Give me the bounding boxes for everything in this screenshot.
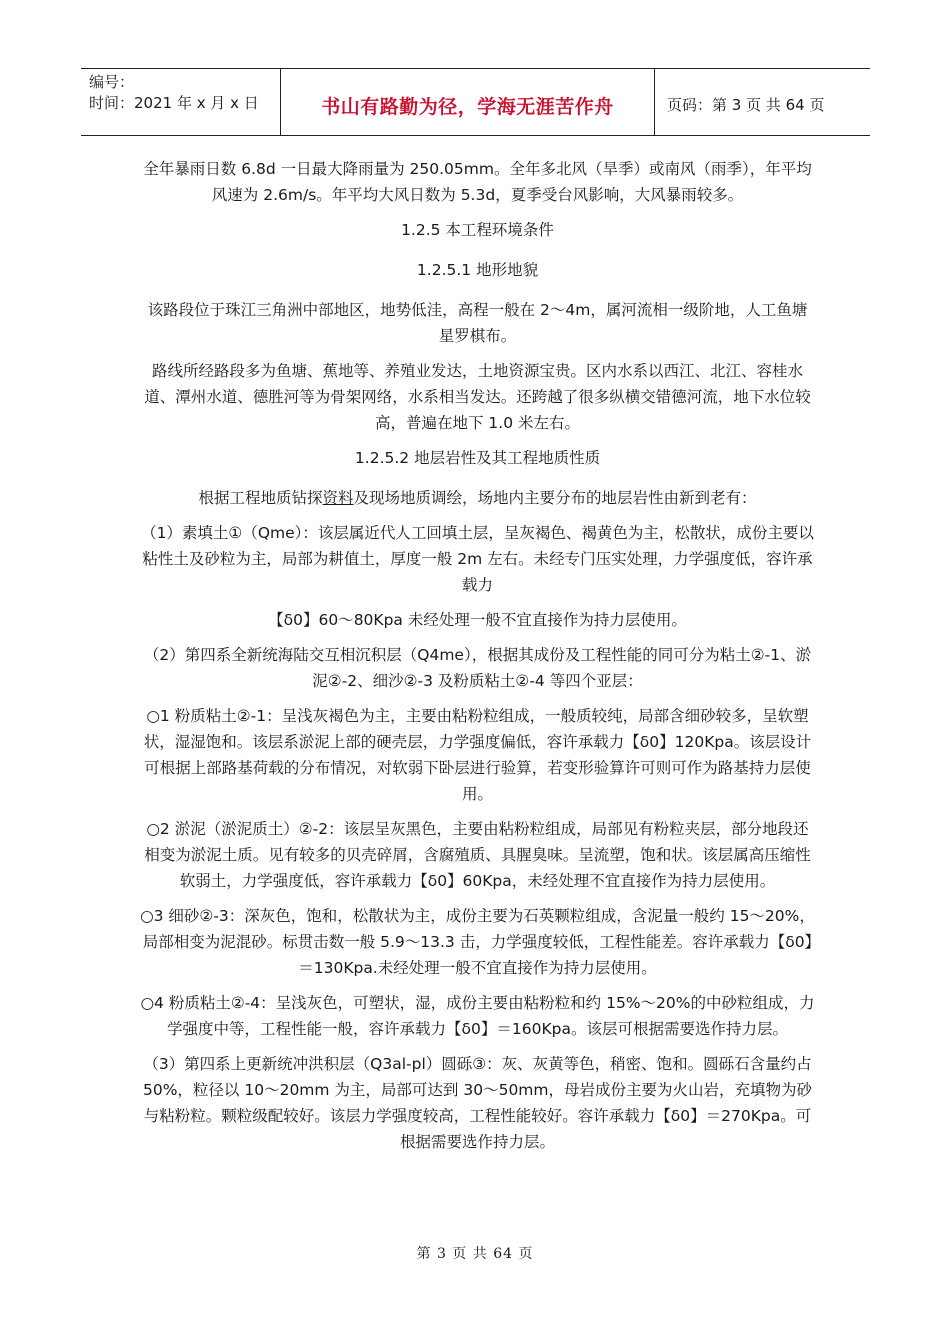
strata-intro-rest: 及现场地质调绘，场地内主要分布的地层岩性由新到老有： [353, 489, 757, 507]
document-body [140, 156, 815, 1164]
paragraph-strata-intro [140, 485, 815, 511]
data-link[interactable]: 资料 [322, 489, 354, 507]
paragraph-bearing-capacity: 【δ0】60～80Kpa 未经处理一般不宜直接作为持力层使用。 [268, 611, 687, 629]
subsection-heading-strata: 1.2.5.2 地层岩性及其工程地质性质 [354, 449, 601, 467]
paragraph-rainfall: 全年暴雨日数 6.8d 一日最大降雨量为 250.05mm。全年多北风（旱季）或南风（雨季），年平均风速为 2.6m/s。年平均大风日数为 5.3d，夏季受台风影响，大风暴雨较多。 [143, 160, 812, 204]
header-meta [81, 69, 281, 135]
paragraph-location: 该路段位于珠江三角洲中部地区，地势低洼，高程一般在 2～4m，属河流相一级阶地，人工鱼塘星罗棋布。 [147, 301, 808, 345]
paragraph-q4-layers: （2）第四系全新统海陆交互相沉积层（Q4me），根据其成份及工程性能的同可分为粘土②-1、淤泥②-2、细沙②-3 及粉质粘土②-4 等四个亚层： [143, 646, 812, 690]
paragraph-gravel: （3）第四系上更新统冲洪积层（Q3al-pl）圆砾③：灰、灰黄等色，稍密、饱和。圆砾石含量约占 50%，粒径以 10～20mm 为主，局部可达到 30～50mm，母岩成份主要为火山岩，充填物为砂与粘粉粒。颗粒级配较好。该层力学强度较高，工程性能较好。容许承载力【δ0】＝270Kpa。可根据需要选作持力层。 [142, 1055, 813, 1151]
subsection-heading-topography: 1.2.5.1 地形地貌 [416, 261, 539, 279]
date-label: 时间：2021 年 x 月 x 日 [89, 94, 259, 112]
paragraph-fine-sand: ○3 细砂②-3：深灰色，饱和，松散状为主，成份主要为石英颗粒组成，含泥量一般约 15～20%，局部相变为泥混砂。标贯击数一般 5.9～13.3 击，力学强度较低，工程性能差。容许承载力【δ0】＝130Kpa.未经处理一般不宜直接作为持力层使用。 [140, 907, 815, 977]
paragraph-silty-clay-1: ○1 粉质粘土②-1：呈浅灰褐色为主，主要由粘粉粒组成，一般质较纯，局部含细砂较多，呈软塑状，湿湿饱和。该层系淤泥上部的硬壳层，力学强度偏低，容许承载力【δ0】120Kpa。该层设计可根据上部路基荷载的分布情况，对软弱下卧层进行验算，若变形验算许可则可作为路基持力层使用。 [143, 707, 812, 803]
paragraph-mud: ○2 淤泥（淤泥质土）②-2：该层呈灰黑色，主要由粘粉粒组成，局部见有粉粒夹层，部分地段还相变为淤泥土质。见有较多的贝壳碎屑，含腐殖质、具腥臭味。呈流塑，饱和状。该层属高压缩性软弱土，力学强度低，容许承载力【δ0】60Kpa，未经处理不宜直接作为持力层使用。 [144, 820, 811, 890]
page-header [81, 68, 870, 136]
section-heading-environment: 1.2.5 本工程环境条件 [401, 221, 554, 239]
page-footer: 第 3 页 共 64 页 [416, 1246, 534, 1262]
paragraph-water-system: 路线所经路段多为鱼塘、蕉地等、养殖业发达，土地资源宝贵。区内水系以西江、北江、容桂水道、潭州水道、德胜河等为骨架网络，水系相当发达。还跨越了很多纵横交错德河流，地下水位较高，普遍在地下 1.0 米左右。 [144, 362, 811, 432]
strata-intro-text: 根据工程地质钻探 [198, 489, 323, 507]
header-page-label: 页码：第 3 页 共 64 页 [667, 95, 825, 114]
header-motto: 书山有路勤为径，学海无涯苦作舟 [281, 69, 655, 135]
number-label: 编号： [89, 73, 135, 91]
paragraph-fill-soil: （1）素填土①（Qme）：该层属近代人工回填土层，呈灰褐色、褐黄色为主，松散状，成份主要以粘性土及砂粒为主，局部为耕值土，厚度一般 2m 左右。未经专门压实处理，力学强度低，容许承载力 [141, 524, 814, 594]
paragraph-silty-clay-4: ○4 粉质粘土②-4：呈浅灰色，可塑状，湿，成份主要由粘粉粒和约 15%～20%的中砂粒组成，力学强度中等，工程性能一般，容许承载力【δ0】＝160Kpa。该层可根据需要选作持力层。 [140, 994, 815, 1038]
